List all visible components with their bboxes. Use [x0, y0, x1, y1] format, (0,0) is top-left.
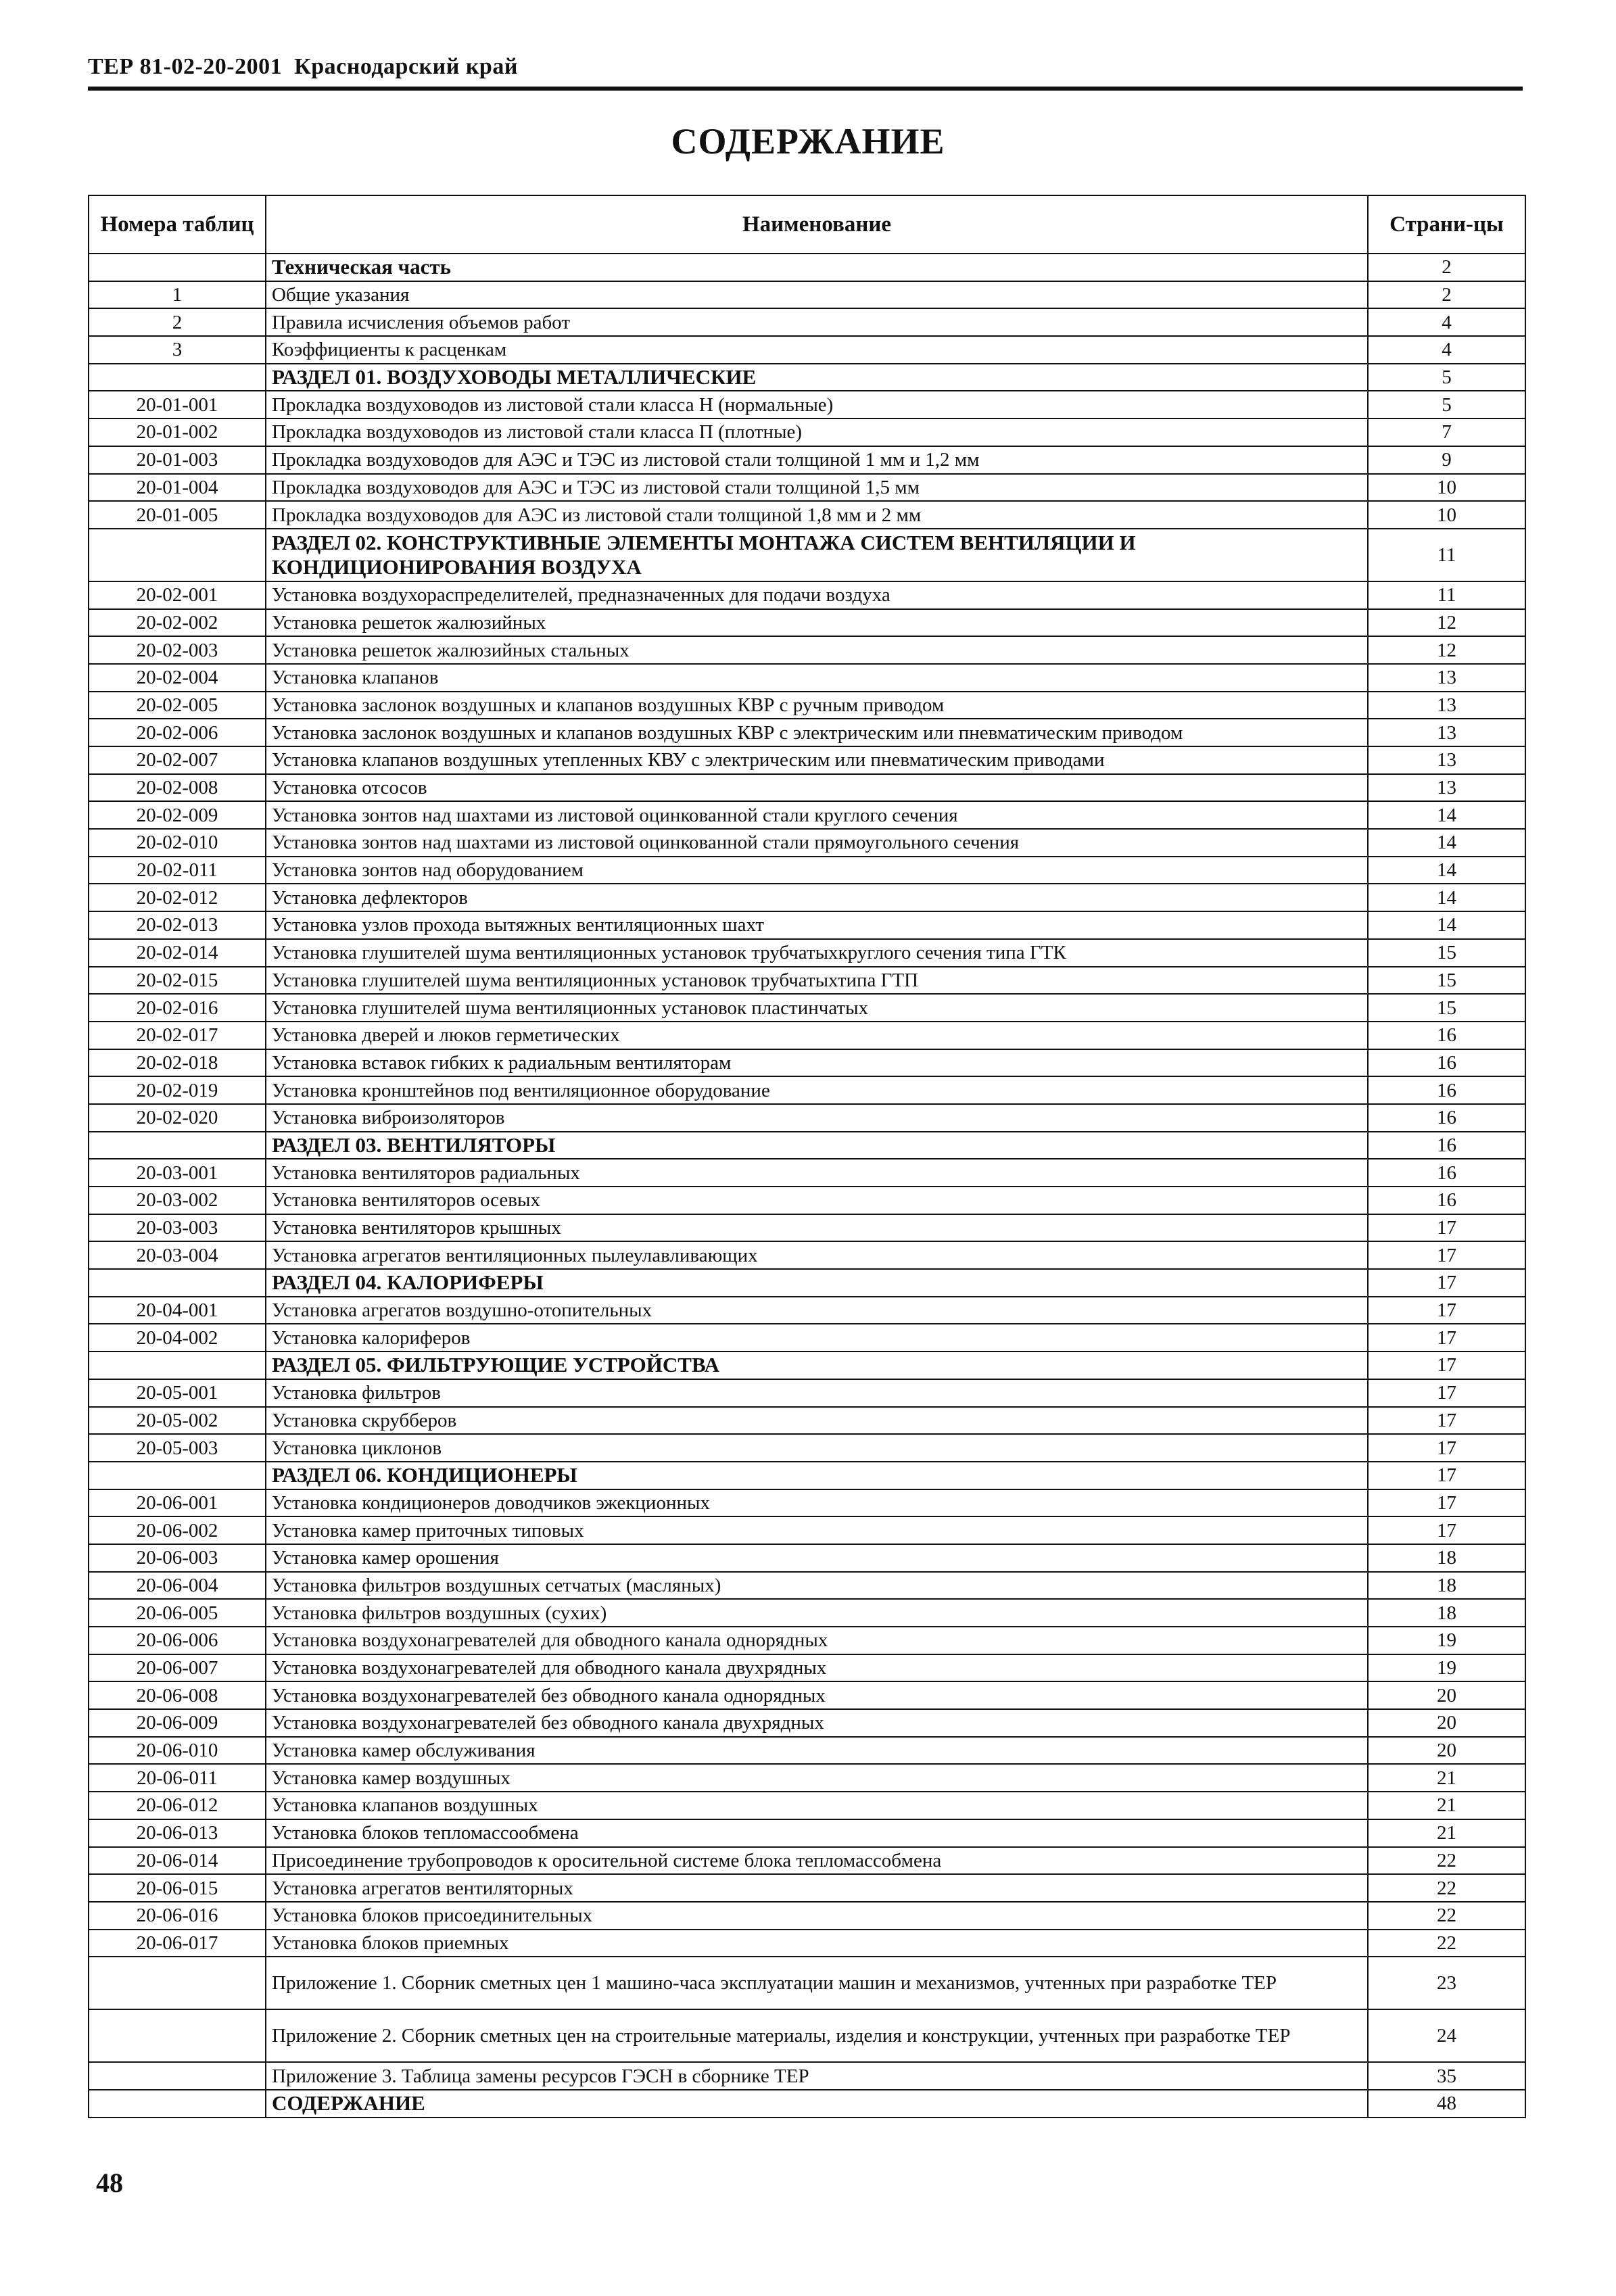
- table-page-cell: 14: [1368, 884, 1525, 911]
- table-page-cell: 18: [1368, 1599, 1525, 1627]
- table-name-cell: Установка глушителей шума вентиляционных установок пластинчатых: [266, 994, 1368, 1022]
- table-page-cell: 14: [1368, 829, 1525, 857]
- table-row: [89, 1819, 1525, 1847]
- table-number-cell: [89, 1132, 266, 1159]
- section-row: [89, 1462, 1525, 1489]
- table-row: [89, 1572, 1525, 1600]
- table-name-cell: Установка скрубберов: [266, 1407, 1368, 1435]
- table-row: [89, 1407, 1525, 1435]
- table-name-cell: Установка воздухонагревателей для обводного канала двухрядных: [266, 1654, 1368, 1682]
- table-page-cell: 12: [1368, 636, 1525, 664]
- table-row: [89, 967, 1525, 995]
- table-number-cell: 20-02-015: [89, 967, 266, 995]
- table-number-cell: 20-06-005: [89, 1599, 266, 1627]
- table-number-cell: 20-06-014: [89, 1847, 266, 1875]
- table-row: [89, 1297, 1525, 1324]
- table-row: [89, 774, 1525, 802]
- table-page-cell: 21: [1368, 1819, 1525, 1847]
- table-row: [89, 1159, 1525, 1187]
- table-number-cell: 20-03-001: [89, 1159, 266, 1187]
- table-name-cell: Прокладка воздуховодов из листовой стали класса П (плотные): [266, 418, 1368, 446]
- table-page-cell: 10: [1368, 501, 1525, 529]
- table-name-cell: Установка агрегатов вентиляционных пылеулавливающих: [266, 1241, 1368, 1269]
- table-row: [89, 884, 1525, 911]
- table-number-cell: [89, 364, 266, 391]
- table-row: [89, 1489, 1525, 1517]
- table-name-cell: Установка виброизоляторов: [266, 1104, 1368, 1132]
- table-name-cell: Установка глушителей шума вентиляционных установок трубчатыхкруглого сечения типа ГТК: [266, 939, 1368, 967]
- table-name-cell: Установка блоков тепломассообмена: [266, 1819, 1368, 1847]
- table-page-cell: 15: [1368, 994, 1525, 1022]
- table-number-cell: 20-02-011: [89, 857, 266, 884]
- section-row: [89, 529, 1525, 581]
- table-number-cell: 20-01-004: [89, 474, 266, 502]
- table-name-cell: Установка камер приточных типовых: [266, 1516, 1368, 1544]
- table-name-cell: Установка калориферов: [266, 1324, 1368, 1352]
- table-number-cell: 20-06-001: [89, 1489, 266, 1517]
- table-page-cell: 23: [1368, 1957, 1525, 2009]
- table-row: [89, 1379, 1525, 1407]
- table-page-cell: 16: [1368, 1132, 1525, 1159]
- table-number-cell: 20-06-009: [89, 1709, 266, 1737]
- table-name-cell: Установка камер обслуживания: [266, 1737, 1368, 1765]
- table-number-cell: [89, 254, 266, 281]
- table-row: [89, 1957, 1525, 2009]
- contents-table: [88, 195, 1526, 2118]
- table-number-cell: 20-02-020: [89, 1104, 266, 1132]
- table-page-cell: 17: [1368, 1241, 1525, 1269]
- table-row: [89, 1434, 1525, 1462]
- table-number-cell: 20-02-009: [89, 801, 266, 829]
- table-page-cell: 13: [1368, 692, 1525, 719]
- table-page-cell: 21: [1368, 1764, 1525, 1792]
- table-number-cell: 20-01-005: [89, 501, 266, 529]
- table-page-cell: 19: [1368, 1627, 1525, 1654]
- table-row: [89, 911, 1525, 939]
- table-row: [89, 2009, 1525, 2062]
- table-row: [89, 418, 1525, 446]
- table-name-cell: Установка воздухонагревателей без обводного канала двухрядных: [266, 1709, 1368, 1737]
- table-row: [89, 1599, 1525, 1627]
- table-name-cell: Установка зонтов над шахтами из листовой оцинкованной стали прямоугольного сечения: [266, 829, 1368, 857]
- table-page-cell: 22: [1368, 1902, 1525, 1930]
- table-page-cell: 16: [1368, 1159, 1525, 1187]
- table-name-cell: Коэффициенты к расценкам: [266, 336, 1368, 364]
- section-row: [89, 254, 1525, 281]
- table-number-cell: 3: [89, 336, 266, 364]
- table-row: [89, 719, 1525, 746]
- table-row: [89, 1902, 1525, 1930]
- table-number-cell: 20-02-013: [89, 911, 266, 939]
- table-name-cell: Установка решеток жалюзийных стальных: [266, 636, 1368, 664]
- table-name-cell: РАЗДЕЛ 04. КАЛОРИФЕРЫ: [266, 1269, 1368, 1297]
- table-page-cell: 14: [1368, 857, 1525, 884]
- table-row: [89, 391, 1525, 418]
- table-number-cell: 20-03-002: [89, 1187, 266, 1214]
- table-number-cell: 20-02-017: [89, 1022, 266, 1049]
- table-name-cell: Установка циклонов: [266, 1434, 1368, 1462]
- table-name-cell: Установка дверей и люков герметических: [266, 1022, 1368, 1049]
- table-name-cell: Установка кондиционеров доводчиков эжекционных: [266, 1489, 1368, 1517]
- table-page-cell: 10: [1368, 474, 1525, 502]
- table-page-cell: 35: [1368, 2062, 1525, 2090]
- table-row: [89, 1930, 1525, 1957]
- table-row: [89, 1792, 1525, 1819]
- table-page-cell: 5: [1368, 364, 1525, 391]
- table-row: [89, 1681, 1525, 1709]
- table-name-cell: Установка воздухонагревателей без обводного канала однорядных: [266, 1681, 1368, 1709]
- table-name-cell: Установка отсосов: [266, 774, 1368, 802]
- table-name-cell: Прокладка воздуховодов для АЭС и ТЭС из листовой стали толщиной 1 мм и 1,2 мм: [266, 446, 1368, 474]
- table-number-cell: 20-01-003: [89, 446, 266, 474]
- table-page-cell: 18: [1368, 1544, 1525, 1572]
- table-page-cell: 20: [1368, 1737, 1525, 1765]
- table-number-cell: 20-06-008: [89, 1681, 266, 1709]
- table-page-cell: 17: [1368, 1297, 1525, 1324]
- table-page-cell: 16: [1368, 1076, 1525, 1104]
- table-row: [89, 994, 1525, 1022]
- header-page: Страни-цы: [1368, 195, 1525, 254]
- table-page-cell: 13: [1368, 664, 1525, 692]
- table-name-cell: Установка дефлекторов: [266, 884, 1368, 911]
- table-number-cell: 20-02-007: [89, 746, 266, 774]
- table-row: [89, 829, 1525, 857]
- table-row: [89, 474, 1525, 502]
- table-number-cell: 20-02-001: [89, 581, 266, 609]
- table-page-cell: 15: [1368, 939, 1525, 967]
- table-name-cell: Установка заслонок воздушных и клапанов воздушных КВР с электрическим или пневматическим приводом: [266, 719, 1368, 746]
- table-number-cell: 20-02-005: [89, 692, 266, 719]
- table-name-cell: РАЗДЕЛ 06. КОНДИЦИОНЕРЫ: [266, 1462, 1368, 1489]
- table-page-cell: 13: [1368, 719, 1525, 746]
- table-name-cell: Установка камер воздушных: [266, 1764, 1368, 1792]
- table-page-cell: 22: [1368, 1930, 1525, 1957]
- table-number-cell: 20-02-019: [89, 1076, 266, 1104]
- table-row: [89, 1764, 1525, 1792]
- table-page-cell: 15: [1368, 967, 1525, 995]
- table-number-cell: [89, 2090, 266, 2118]
- table-number-cell: 20-02-008: [89, 774, 266, 802]
- table-page-cell: 13: [1368, 774, 1525, 802]
- table-page-cell: 5: [1368, 391, 1525, 418]
- table-number-cell: 20-06-004: [89, 1572, 266, 1600]
- table-row: [89, 1709, 1525, 1737]
- table-name-cell: Техническая часть: [266, 254, 1368, 281]
- header-name: Наименование: [266, 195, 1368, 254]
- table-name-cell: Установка камер орошения: [266, 1544, 1368, 1572]
- header-number: Номера таблиц: [89, 195, 266, 254]
- table-row: [89, 1324, 1525, 1352]
- table-row: [89, 692, 1525, 719]
- table-number-cell: 20-06-002: [89, 1516, 266, 1544]
- section-row: [89, 1132, 1525, 1159]
- table-name-cell: Установка кронштейнов под вентиляционное оборудование: [266, 1076, 1368, 1104]
- table-number-cell: [89, 1269, 266, 1297]
- table-page-cell: 2: [1368, 254, 1525, 281]
- table-row: [89, 501, 1525, 529]
- table-name-cell: Установка клапанов воздушных утепленных КВУ с электрическим или пневматическим приводами: [266, 746, 1368, 774]
- table-name-cell: Установка воздухонагревателей для обводного канала однорядных: [266, 1627, 1368, 1654]
- table-page-cell: 16: [1368, 1104, 1525, 1132]
- table-page-cell: 17: [1368, 1489, 1525, 1517]
- table-name-cell: Установка глушителей шума вентиляционных установок трубчатыхтипа ГТП: [266, 967, 1368, 995]
- table-name-cell: Общие указания: [266, 281, 1368, 309]
- table-name-cell: РАЗДЕЛ 01. ВОЗДУХОВОДЫ МЕТАЛЛИЧЕСКИЕ: [266, 364, 1368, 391]
- table-number-cell: 20-06-006: [89, 1627, 266, 1654]
- table-page-cell: 24: [1368, 2009, 1525, 2062]
- table-name-cell: Установка зонтов над оборудованием: [266, 857, 1368, 884]
- table-number-cell: [89, 529, 266, 581]
- table-row: [89, 1847, 1525, 1875]
- table-page-cell: 16: [1368, 1022, 1525, 1049]
- table-page-cell: 13: [1368, 746, 1525, 774]
- table-row: [89, 636, 1525, 664]
- table-number-cell: 20-01-002: [89, 418, 266, 446]
- table-page-cell: 16: [1368, 1187, 1525, 1214]
- table-name-cell: Приложение 2. Сборник сметных цен на строительные материалы, изделия и конструкции, учтенных при разработке ТЕР: [266, 2009, 1368, 2062]
- table-name-cell: Установка вентиляторов осевых: [266, 1187, 1368, 1214]
- table-number-cell: 20-06-003: [89, 1544, 266, 1572]
- table-row: [89, 1022, 1525, 1049]
- table-number-cell: 20-06-017: [89, 1930, 266, 1957]
- table-page-cell: 22: [1368, 1847, 1525, 1875]
- table-number-cell: [89, 2009, 266, 2062]
- table-name-cell: Установка клапанов: [266, 664, 1368, 692]
- table-page-cell: 20: [1368, 1681, 1525, 1709]
- table-row: [89, 281, 1525, 309]
- table-name-cell: Установка вентиляторов крышных: [266, 1214, 1368, 1242]
- table-number-cell: [89, 1957, 266, 2009]
- table-row: [89, 1544, 1525, 1572]
- table-row: [89, 1737, 1525, 1765]
- table-name-cell: Установка решеток жалюзийных: [266, 609, 1368, 637]
- section-row: [89, 1269, 1525, 1297]
- table-number-cell: [89, 2062, 266, 2090]
- table-name-cell: Установка узлов прохода вытяжных вентиляционных шахт: [266, 911, 1368, 939]
- table-name-cell: Установка фильтров воздушных (сухих): [266, 1599, 1368, 1627]
- section-row: [89, 2090, 1525, 2118]
- section-row: [89, 364, 1525, 391]
- table-row: [89, 2062, 1525, 2090]
- table-page-cell: 19: [1368, 1654, 1525, 1682]
- table-number-cell: 20-02-004: [89, 664, 266, 692]
- table-number-cell: 20-06-013: [89, 1819, 266, 1847]
- table-row: [89, 609, 1525, 637]
- table-name-cell: РАЗДЕЛ 05. ФИЛЬТРУЮЩИЕ УСТРОЙСТВА: [266, 1352, 1368, 1379]
- table-page-cell: 17: [1368, 1269, 1525, 1297]
- table-name-cell: Установка фильтров воздушных сетчатых (масляных): [266, 1572, 1368, 1600]
- table-page-cell: 17: [1368, 1462, 1525, 1489]
- table-name-cell: Установка агрегатов вентиляторных: [266, 1874, 1368, 1902]
- table-name-cell: Прокладка воздуховодов для АЭС и ТЭС из листовой стали толщиной 1,5 мм: [266, 474, 1368, 502]
- table-page-cell: 22: [1368, 1874, 1525, 1902]
- table-number-cell: 20-03-003: [89, 1214, 266, 1242]
- table-row: [89, 581, 1525, 609]
- table-name-cell: Прокладка воздуховодов из листовой стали класса Н (нормальные): [266, 391, 1368, 418]
- table-page-cell: 17: [1368, 1434, 1525, 1462]
- table-name-cell: Установка фильтров: [266, 1379, 1368, 1407]
- table-page-cell: 20: [1368, 1709, 1525, 1737]
- table-number-cell: 20-03-004: [89, 1241, 266, 1269]
- table-page-cell: 16: [1368, 1049, 1525, 1077]
- section-row: [89, 1352, 1525, 1379]
- table-number-cell: 20-06-015: [89, 1874, 266, 1902]
- table-header-row: [89, 195, 1525, 254]
- table-row: [89, 746, 1525, 774]
- table-number-cell: 20-04-001: [89, 1297, 266, 1324]
- page-number: 48: [96, 2168, 123, 2198]
- table-row: [89, 939, 1525, 967]
- table-row: [89, 1104, 1525, 1132]
- table-row: [89, 1516, 1525, 1544]
- table-row: [89, 1654, 1525, 1682]
- table-row: [89, 1049, 1525, 1077]
- table-name-cell: Приложение 3. Таблица замены ресурсов ГЭСН в сборнике ТЕР: [266, 2062, 1368, 2090]
- table-body: [89, 254, 1525, 2118]
- table-page-cell: 7: [1368, 418, 1525, 446]
- header-rule: [88, 87, 1523, 91]
- table-name-cell: Прокладка воздуховодов для АЭС из листовой стали толщиной 1,8 мм и 2 мм: [266, 501, 1368, 529]
- table-row: [89, 336, 1525, 364]
- table-number-cell: 20-04-002: [89, 1324, 266, 1352]
- table-number-cell: 20-01-001: [89, 391, 266, 418]
- table-number-cell: 2: [89, 308, 266, 336]
- table-number-cell: 20-05-003: [89, 1434, 266, 1462]
- table-page-cell: 2: [1368, 281, 1525, 309]
- table-page-cell: 11: [1368, 529, 1525, 581]
- table-name-cell: СОДЕРЖАНИЕ: [266, 2090, 1368, 2118]
- table-number-cell: 20-06-010: [89, 1737, 266, 1765]
- table-name-cell: Установка заслонок воздушных и клапанов воздушных КВР с ручным приводом: [266, 692, 1368, 719]
- table-number-cell: 20-06-007: [89, 1654, 266, 1682]
- table-name-cell: Установка блоков присоединительных: [266, 1902, 1368, 1930]
- table-number-cell: 20-02-014: [89, 939, 266, 967]
- table-number-cell: [89, 1462, 266, 1489]
- table-name-cell: Приложение 1. Сборник сметных цен 1 машино-часа эксплуатации машин и механизмов, учтенных при разработке ТЕР: [266, 1957, 1368, 2009]
- table-row: [89, 1214, 1525, 1242]
- table-name-cell: РАЗДЕЛ 02. КОНСТРУКТИВНЫЕ ЭЛЕМЕНТЫ МОНТАЖА СИСТЕМ ВЕНТИЛЯЦИИ И КОНДИЦИОНИРОВАНИЯ ВОЗДУХА: [266, 529, 1368, 581]
- table-page-cell: 14: [1368, 801, 1525, 829]
- table-number-cell: 20-05-002: [89, 1407, 266, 1435]
- table-number-cell: 20-06-016: [89, 1902, 266, 1930]
- table-name-cell: Установка воздухораспределителей, предназначенных для подачи воздуха: [266, 581, 1368, 609]
- table-row: [89, 801, 1525, 829]
- region-name: Краснодарский край: [294, 54, 518, 79]
- table-number-cell: 20-02-018: [89, 1049, 266, 1077]
- table-row: [89, 857, 1525, 884]
- table-row: [89, 308, 1525, 336]
- table-page-cell: 17: [1368, 1407, 1525, 1435]
- table-number-cell: [89, 1352, 266, 1379]
- table-number-cell: 20-02-003: [89, 636, 266, 664]
- table-name-cell: Установка вставок гибких к радиальным вентиляторам: [266, 1049, 1368, 1077]
- table-row: [89, 1627, 1525, 1654]
- table-name-cell: Установка зонтов над шахтами из листовой оцинкованной стали круглого сечения: [266, 801, 1368, 829]
- table-name-cell: Установка вентиляторов радиальных: [266, 1159, 1368, 1187]
- table-number-cell: 20-02-010: [89, 829, 266, 857]
- table-page-cell: 48: [1368, 2090, 1525, 2118]
- table-row: [89, 1187, 1525, 1214]
- table-page-cell: 11: [1368, 581, 1525, 609]
- table-number-cell: 20-02-012: [89, 884, 266, 911]
- table-row: [89, 1874, 1525, 1902]
- table-row: [89, 664, 1525, 692]
- table-number-cell: 1: [89, 281, 266, 309]
- doc-code: ТЕР 81-02-20-2001: [88, 54, 283, 79]
- table-row: [89, 1241, 1525, 1269]
- table-name-cell: Присоединение трубопроводов к оросительной системе блока тепломассобмена: [266, 1847, 1368, 1875]
- table-page-cell: 17: [1368, 1379, 1525, 1407]
- table-row: [89, 446, 1525, 474]
- table-name-cell: РАЗДЕЛ 03. ВЕНТИЛЯТОРЫ: [266, 1132, 1368, 1159]
- table-name-cell: Установка клапанов воздушных: [266, 1792, 1368, 1819]
- page-title: СОДЕРЖАНИЕ: [671, 121, 945, 162]
- table-number-cell: 20-02-016: [89, 994, 266, 1022]
- table-number-cell: 20-02-002: [89, 609, 266, 637]
- table-page-cell: 14: [1368, 911, 1525, 939]
- table-page-cell: 4: [1368, 308, 1525, 336]
- table-page-cell: 21: [1368, 1792, 1525, 1819]
- table-page-cell: 17: [1368, 1352, 1525, 1379]
- table-name-cell: Установка блоков приемных: [266, 1930, 1368, 1957]
- table-number-cell: 20-06-012: [89, 1792, 266, 1819]
- table-page-cell: 17: [1368, 1324, 1525, 1352]
- table-number-cell: 20-05-001: [89, 1379, 266, 1407]
- table-page-cell: 17: [1368, 1516, 1525, 1544]
- table-number-cell: 20-06-011: [89, 1764, 266, 1792]
- table-name-cell: Установка агрегатов воздушно-отопительных: [266, 1297, 1368, 1324]
- table-page-cell: 4: [1368, 336, 1525, 364]
- table-name-cell: Правила исчисления объемов работ: [266, 308, 1368, 336]
- table-page-cell: 12: [1368, 609, 1525, 637]
- table-row: [89, 1076, 1525, 1104]
- table-page-cell: 9: [1368, 446, 1525, 474]
- table-page-cell: 17: [1368, 1214, 1525, 1242]
- table-page-cell: 18: [1368, 1572, 1525, 1600]
- table-number-cell: 20-02-006: [89, 719, 266, 746]
- running-header: [88, 54, 518, 80]
